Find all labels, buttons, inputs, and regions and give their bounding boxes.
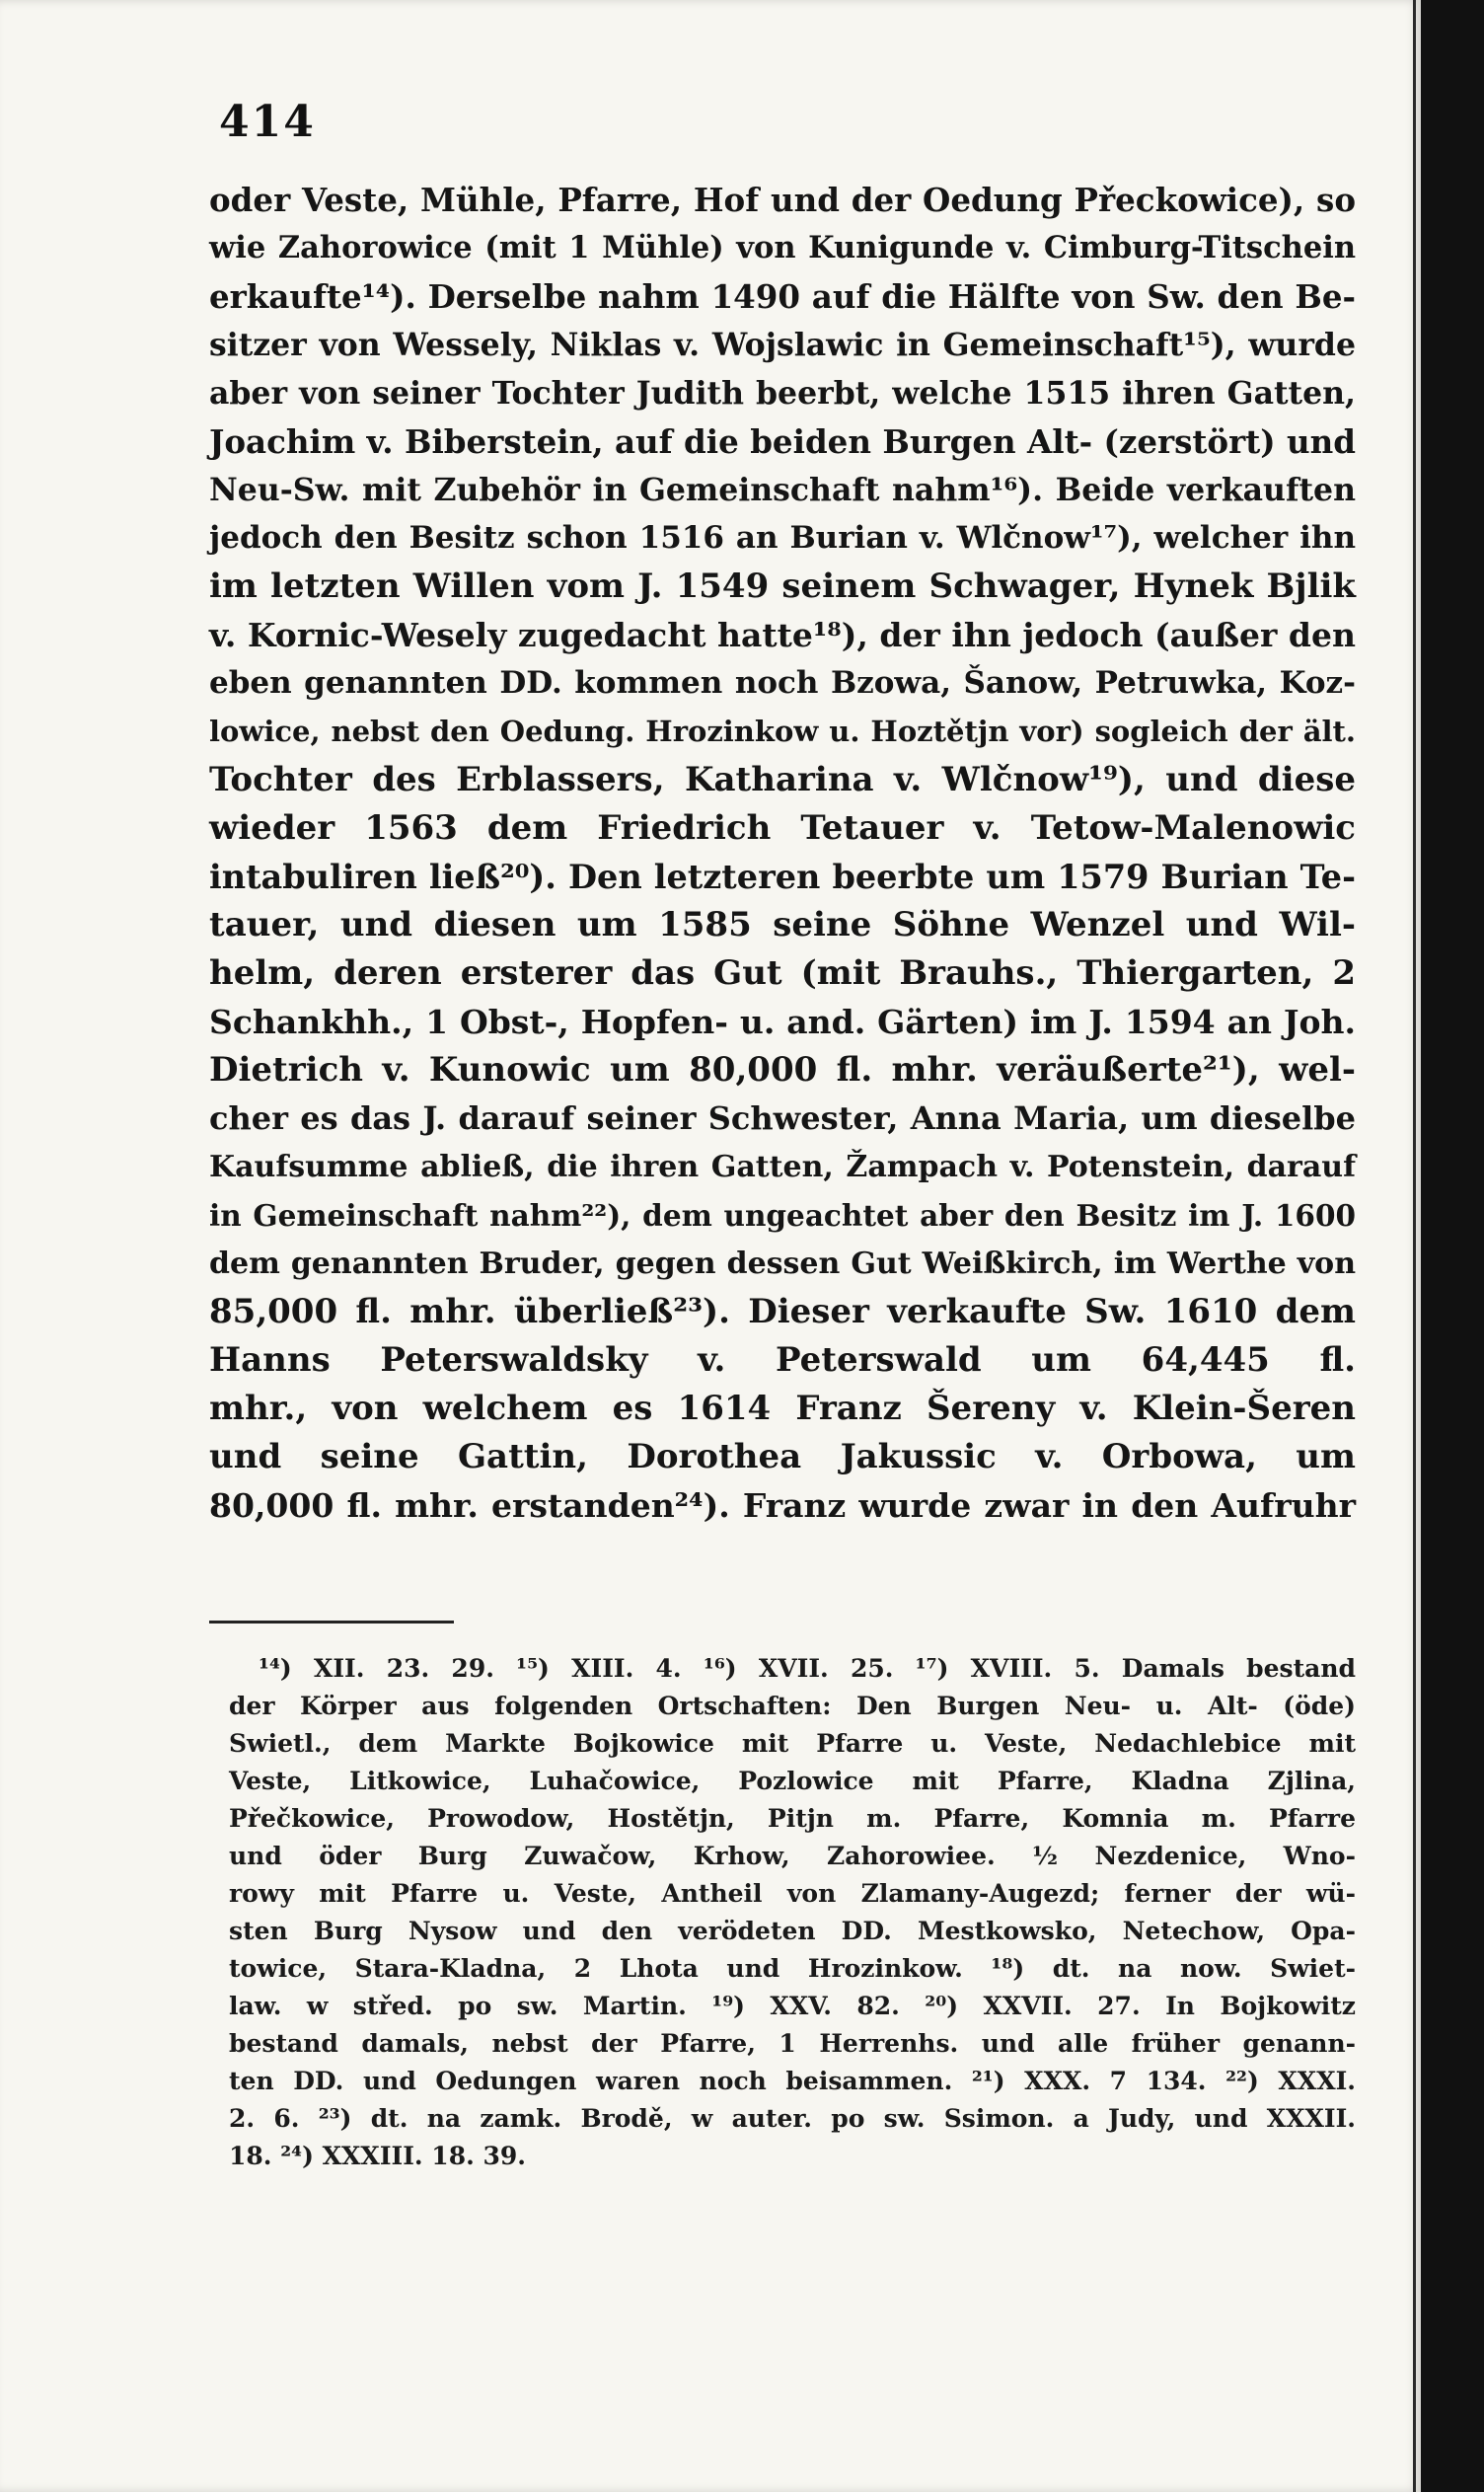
text-line: Joachim v. Biberstein, auf die beiden Burgen Alt- (zerstört) und [209,422,1356,461]
text-line: erkaufte¹⁴). Derselbe nahm 1490 auf die Hälfte von Sw. den Be- [209,277,1356,316]
page-number: 414 [219,97,316,147]
text-line: Neu-Sw. mit Zubehör in Gemeinschaft nahm¹⁶). Beide verkauften [209,472,1356,508]
text-line: 85,000 fl. mhr. überließ²³). Dieser verkaufte Sw. 1610 dem [209,1292,1356,1331]
text-line: eben genannten DD. kommen noch Bzowa, Šanow, Petruwka, Koz- [209,665,1356,701]
footnote-line: ten DD. und Oedungen waren noch beisammen. ²¹) XXX. 7 134. ²²) XXXI. [229,2067,1356,2095]
text-line: oder Veste, Mühle, Pfarre, Hof und der Oedung Přeckowice), so [209,181,1356,219]
text-line: Tochter des Erblassers, Katharina v. Wlčnow¹⁹), und diese [209,760,1356,799]
text-line: sitzer von Wessely, Niklas v. Wojslawic in Gemeinschaft¹⁵), wurde [209,327,1356,363]
text-line: im letzten Willen vom J. 1549 seinem Schwager, Hynek Bjlik [209,566,1356,606]
text-line: in Gemeinschaft nahm²²), dem ungeachtet aber den Besitz im J. 1600 [209,1198,1356,1233]
text-line: wieder 1563 dem Friedrich Tetauer v. Tetow-Malenowic [209,808,1356,848]
text-line: tauer, und diesen um 1585 seine Söhne Wenzel und Wil- [209,905,1356,944]
text-line: Hanns Peterswaldsky v. Peterswald um 64,445 fl. [209,1340,1356,1380]
footnote-line: Přečkowice, Prowodow, Hostětjn, Pitjn m. Pfarre, Komnia m. Pfarre [229,1804,1356,1833]
footnote-line: Veste, Litkowice, Luhačowice, Pozlowice mit Pfarre, Kladna Zjlina, [229,1767,1356,1795]
footnote-line: und öder Burg Zuwačow, Krhow, Zahorowiee. ½ Nezdenice, Wno- [229,1842,1356,1870]
footnote-line: 18. ²⁴) XXXIII. 18. 39. [229,2142,527,2170]
text-line: Kaufsumme abließ, die ihren Gatten, Žampach v. Potenstein, darauf [209,1150,1356,1184]
main-text-block [209,176,1356,1530]
text-line: 80,000 fl. mhr. erstanden²⁴). Franz wurde zwar in den Aufruhr [209,1486,1356,1525]
text-line: lowice, nebst den Oedung. Hrozinkow u. Hoztětjn vor) sogleich der ält. [209,715,1356,748]
text-line: Schankhh., 1 Obst-, Hopfen- u. and. Gärten) im J. 1594 an Joh. [209,1003,1356,1041]
footnote-divider [209,1621,454,1624]
text-line: und seine Gattin, Dorothea Jakussic v. Orbowa, um [209,1437,1356,1476]
footnote-line: der Körper aus folgenden Ortschaften: Den Burgen Neu- u. Alt- (öde) [229,1692,1356,1720]
page-edge-line [1413,0,1416,2492]
footnote-line: 2. 6. ²³) dt. na zamk. Brodě, w auter. po sw. Ssimon. a Judy, und XXXII. [229,2104,1356,2133]
text-line: mhr., von welchem es 1614 Franz Šereny v. Klein-Šeren [209,1389,1356,1428]
footnotes-block [229,1650,1356,2175]
footnote-line: towice, Stara-Kladna, 2 Lhota und Hrozinkow. ¹⁸) dt. na now. Swiet- [229,1954,1356,1983]
footnote-line: bestand damals, nebst der Pfarre, 1 Herrenhs. und alle früher genann- [229,2029,1356,2058]
footnote-line: sten Burg Nysow und den verödeten DD. Mestkowsko, Netechow, Opa- [229,1917,1356,1945]
text-line: aber von seiner Tochter Judith beerbt, welche 1515 ihren Gatten, [209,375,1356,412]
text-line: helm, deren ersterer das Gut (mit Brauhs., Thiergarten, 2 [209,953,1356,993]
scan-margin [1421,0,1484,2492]
text-line: wie Zahorowice (mit 1 Mühle) von Kunigunde v. Cimburg-Titschein [209,230,1356,265]
text-line: intabuliren ließ²⁰). Den letzteren beerbte um 1579 Burian Te- [209,858,1356,896]
text-line: dem genannten Bruder, gegen dessen Gut Weißkirch, im Werthe von [209,1246,1356,1281]
text-line: cher es das J. darauf seiner Schwester, Anna Maria, um dieselbe [209,1099,1356,1137]
footnote-line: law. w střed. po sw. Martin. ¹⁹) XXV. 82. ²⁰) XXVII. 27. In Bojkowitz [229,1992,1356,2020]
text-line: Dietrich v. Kunowic um 80,000 fl. mhr. veräußerte²¹), wel- [209,1050,1356,1090]
footnote-line: Swietl., dem Markte Bojkowice mit Pfarre u. Veste, Nedachlebice mit [229,1729,1356,1758]
footnote-line: rowy mit Pfarre u. Veste, Antheil von Zlamany-Augezd; ferner der wü- [229,1879,1356,1908]
text-line: v. Kornic-Wesely zugedacht hatte¹⁸), der ihn jedoch (außer den [209,616,1356,654]
text-line: jedoch den Besitz schon 1516 an Burian v. Wlčnow¹⁷), welcher ihn [209,520,1356,556]
footnote-line: ¹⁴) XII. 23. 29. ¹⁵) XIII. 4. ¹⁶) XVII. 25. ¹⁷) XVIII. 5. Damals bestand [259,1654,1356,1683]
